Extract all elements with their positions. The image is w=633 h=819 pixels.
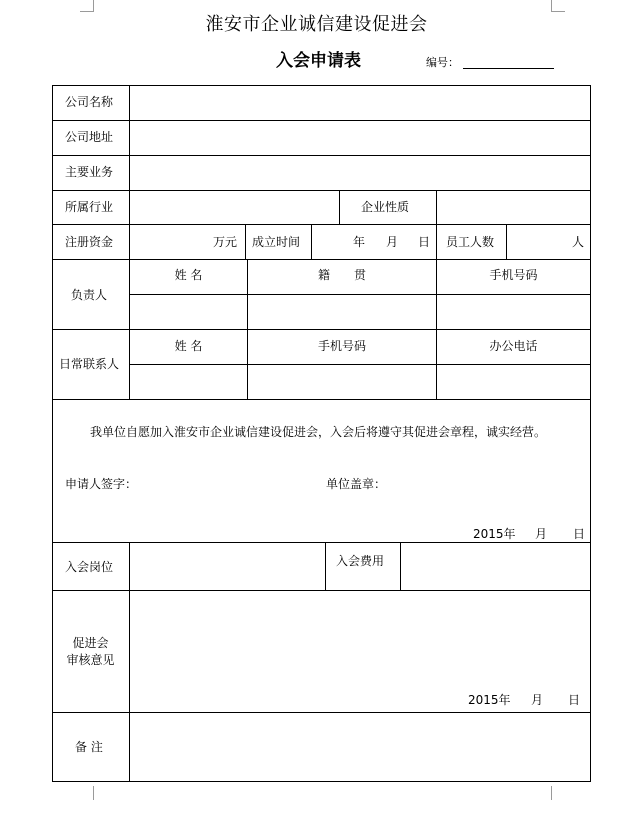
- responsible-mobile-header: 手机号码: [489, 268, 538, 282]
- review-label-line1: 促进会: [72, 636, 109, 650]
- responsible-mobile-input[interactable]: [437, 295, 590, 329]
- industry-input[interactable]: [130, 191, 339, 224]
- enterprise-nature-label: 企业性质: [361, 200, 410, 214]
- main-business-input[interactable]: [130, 156, 590, 190]
- established-day: 日: [418, 235, 431, 249]
- membership-position-label: 入会岗位: [65, 560, 114, 574]
- crop-mark-bottom-right: [551, 786, 552, 800]
- capital-unit: 万元: [213, 235, 238, 249]
- people-unit: 人: [572, 235, 585, 249]
- contact-name-input[interactable]: [130, 365, 247, 399]
- contact-name-header: 姓 名: [174, 339, 203, 353]
- membership-fee-input[interactable]: [401, 543, 590, 590]
- company-name-input[interactable]: [130, 86, 590, 120]
- review-month: 月: [531, 693, 544, 707]
- company-address-input[interactable]: [130, 121, 590, 155]
- form-subtitle: 入会申请表: [276, 51, 361, 71]
- established-year: 年: [353, 235, 366, 249]
- established-label: 成立时间: [252, 235, 301, 249]
- industry-label: 所属行业: [65, 200, 114, 214]
- responsible-origin-input[interactable]: [248, 295, 436, 329]
- membership-position-input[interactable]: [130, 543, 325, 590]
- employees-label: 员工人数: [446, 235, 495, 249]
- sign-year: 2015年: [473, 527, 516, 541]
- contact-office-phone-input[interactable]: [437, 365, 590, 399]
- responsible-person-label: 负责人: [71, 288, 108, 302]
- review-label-line2: 审核意见: [66, 653, 115, 667]
- contact-office-phone-header: 办公电话: [489, 339, 538, 353]
- serial-number-field[interactable]: [463, 68, 554, 69]
- review-opinion-input[interactable]: [130, 591, 590, 691]
- contact-mobile-input[interactable]: [248, 365, 436, 399]
- review-year: 2015年: [468, 693, 511, 707]
- established-month: 月: [386, 235, 399, 249]
- responsible-origin-header: 籍 贯: [317, 268, 366, 282]
- main-business-label: 主要业务: [65, 165, 114, 179]
- sign-day: 日: [573, 527, 586, 541]
- crop-mark-bottom-left: [93, 786, 94, 800]
- daily-contact-label: 日常联系人: [59, 357, 120, 371]
- contact-mobile-header: 手机号码: [317, 339, 366, 353]
- applicant-signature-label: 申请人签字：: [65, 477, 138, 491]
- review-day: 日: [568, 693, 581, 707]
- remarks-label: 备 注: [75, 740, 103, 754]
- unit-seal-label: 单位盖章：: [326, 477, 387, 491]
- enterprise-nature-input[interactable]: [437, 191, 590, 224]
- responsible-name-header: 姓 名: [174, 268, 203, 282]
- company-name-label: 公司名称: [65, 95, 114, 109]
- serial-number-label: 编号：: [426, 56, 459, 69]
- remarks-input[interactable]: [130, 713, 590, 781]
- responsible-name-input[interactable]: [130, 295, 247, 329]
- document-title: 淮安市企业诚信建设促进会: [205, 14, 428, 35]
- registered-capital-label: 注册资金: [65, 235, 114, 249]
- company-address-label: 公司地址: [65, 130, 114, 144]
- declaration-text: 我单位自愿加入淮安市企业诚信建设促进会，入会后将遵守其促进会章程，诚实经营。: [90, 425, 547, 439]
- membership-fee-label: 入会费用: [336, 554, 385, 568]
- sign-month: 月: [535, 527, 548, 541]
